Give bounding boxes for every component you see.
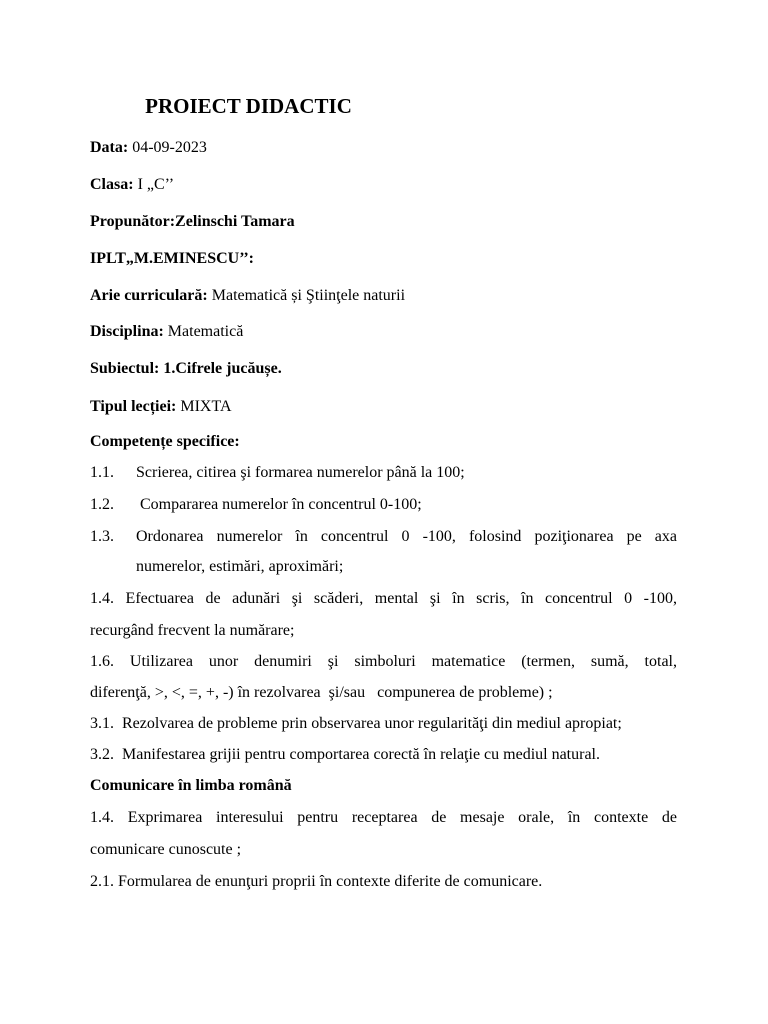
item-1-4-line1: 1.4. Efectuarea de adunări şi scăderi, mental şi în scris, în concentrul 0 -100, (90, 590, 677, 607)
com-1-4-line2: comunicare cunoscute ; (90, 841, 242, 858)
field-clasa (90, 175, 174, 195)
item-1-6-line2: diferenţă, >, <, =, +, -) în rezolvarea şi/sau compunerea de probleme) ; (90, 684, 553, 701)
data-label: Data: (90, 139, 129, 156)
list-item-text: Scrierea, citirea şi formarea numerelor până la 100; (136, 464, 465, 481)
list-item-text-line1: Ordonarea numerelor în concentrul 0 -100, folosind poziţionarea pe axa (136, 528, 677, 545)
com-1-4-line1: 1.4. Exprimarea interesului pentru receptarea de mesaje orale, în contexte de (90, 809, 677, 826)
arie-label: Arie curriculară: (90, 287, 208, 304)
item-1-4-line2: recurgând frecvent la numărare; (90, 622, 295, 639)
tipul-value: MIXTA (176, 398, 232, 415)
subiectul-label: Subiectul: (90, 360, 160, 377)
list-item-number: 1.2. (90, 496, 114, 513)
list-item (90, 495, 677, 515)
com-2-1: 2.1. Formularea de enunţuri proprii în contexte diferite de comunicare. (90, 873, 543, 890)
item-3-1: 3.1. Rezolvarea de probleme prin observarea unor regularităţi din mediul apropiat; (90, 715, 622, 732)
disciplina-value: Matematică (163, 323, 244, 340)
disciplina-label: Disciplina: (90, 323, 164, 340)
document-title: PROIECT DIDACTIC (145, 94, 352, 118)
list-item-text: Compararea numerelor în concentrul 0-100; (136, 496, 422, 513)
field-propunator: Propunător:Zelinschi Tamara (90, 213, 295, 230)
arie-value: Matematică și Ştiinţele naturii (207, 287, 406, 304)
competente-heading: Competențe specifice: (90, 433, 240, 450)
clasa-label: Clasa: (90, 176, 134, 193)
field-subiectul (90, 359, 282, 379)
list-item-number: 1.1. (90, 464, 114, 481)
list-item (90, 527, 677, 547)
data-value: 04-09-2023 (128, 139, 207, 156)
field-data (90, 138, 207, 158)
list-item-number: 1.3. (90, 528, 114, 545)
item-3-2: 3.2. Manifestarea grijii pentru comportarea corectă în relaţie cu mediul natural. (90, 746, 600, 763)
subiectul-value: 1.Cifrele jucăușe. (159, 360, 282, 377)
item-1-6-line1: 1.6. Utilizarea unor denumiri şi simboluri matematice (termen, sumă, total, (90, 653, 677, 670)
list-item (90, 463, 677, 483)
list-item-continuation (90, 557, 677, 577)
comunicare-heading: Comunicare în limba română (90, 777, 292, 794)
field-disciplina (90, 322, 243, 342)
list-item-text-line2: numerelor, estimări, aproximări; (136, 558, 344, 575)
tipul-label: Tipul lecției: (90, 398, 177, 415)
field-arie (90, 286, 405, 306)
field-tipul (90, 397, 232, 417)
clasa-value: I „C’’ (133, 176, 175, 193)
field-iplt: IPLT„M.EMINESCU’’: (90, 250, 255, 267)
